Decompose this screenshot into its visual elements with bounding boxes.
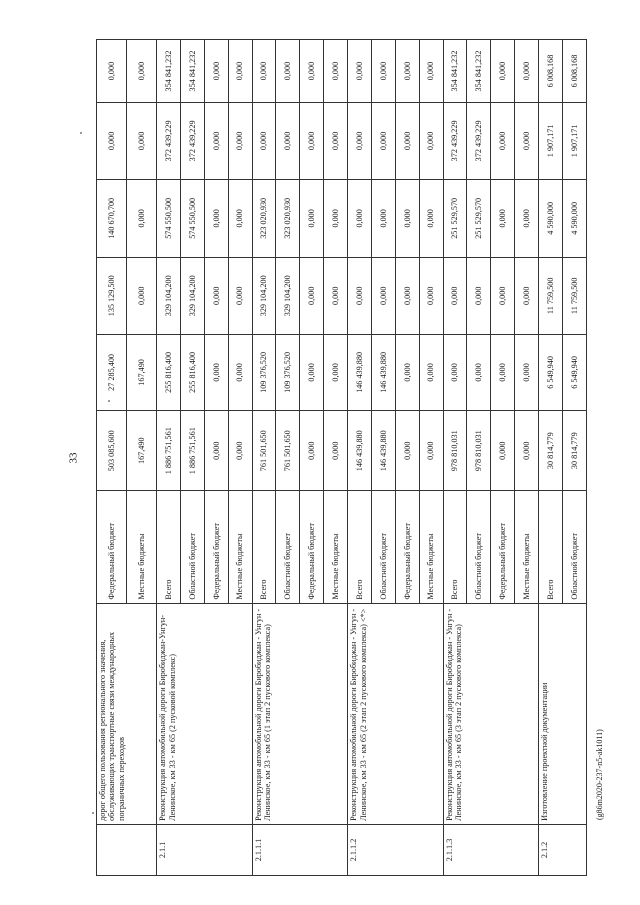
amount-cell: 503 085,600 (97, 411, 127, 491)
amount-cell: 0,000 (348, 103, 372, 180)
amount-cell: 354 841,232 (180, 40, 204, 103)
amount-cell: 0,000 (324, 103, 348, 180)
amount-cell: 574 550,500 (157, 179, 181, 257)
row-id: 2.1.1 (157, 824, 253, 875)
amount-cell: 30 814,779 (562, 411, 586, 491)
amount-cell: 251 529,570 (467, 179, 491, 257)
row-name: Реконструкция автомобильной дороги Биробиджан - Унгун - Ленинское, км 33 - км 65 (2 этап 2 пускового комплекса) <*> (348, 603, 444, 824)
amount-cell: 372 439,229 (157, 103, 181, 180)
amount-cell: 0,000 (252, 103, 276, 180)
row-id: 2.1.2 (539, 824, 587, 875)
funding-source: Областной бюджет (180, 491, 204, 603)
funding-source: Федеральный бюджет (97, 491, 127, 603)
table-row (97, 40, 127, 876)
amount-cell: 0,000 (491, 334, 515, 411)
amount-cell: 0,000 (204, 334, 228, 411)
amount-cell: 109 376,520 (276, 334, 300, 411)
amount-cell: 372 439,229 (467, 103, 491, 180)
amount-cell: 354 841,232 (443, 40, 467, 103)
amount-cell: 0,000 (300, 257, 324, 334)
amount-cell: 167,490 (127, 334, 157, 411)
funding-source: Местные бюджеты (127, 491, 157, 603)
amount-cell: 0,000 (204, 103, 228, 180)
amount-cell: 0,000 (348, 40, 372, 103)
amount-cell: 0,000 (419, 334, 443, 411)
amount-cell: 0,000 (276, 40, 300, 103)
funding-source: Всего (443, 491, 467, 603)
amount-cell: 0,000 (228, 40, 252, 103)
amount-cell: 11 759,500 (539, 257, 563, 334)
row-name: Реконструкция автомобильной дороги Биробиджан - Унгун - Ленинское, км 33 - км 65 (1 этап 2 пускового комплекса) (252, 603, 348, 824)
amount-cell: 0,000 (228, 179, 252, 257)
amount-cell: 1 907,171 (562, 103, 586, 180)
amount-cell: 0,000 (515, 103, 539, 180)
funding-source: Всего (252, 491, 276, 603)
amount-cell: 0,000 (127, 40, 157, 103)
table-row (443, 40, 467, 876)
amount-cell: 323 020,930 (252, 179, 276, 257)
funding-source: Местные бюджеты (228, 491, 252, 603)
row-id: 2.1.1.2 (348, 824, 444, 875)
amount-cell: 761 501,650 (252, 411, 276, 491)
row-name: Изготовление проектной документации (539, 603, 587, 824)
amount-cell: 109 376,520 (252, 334, 276, 411)
amount-cell: 0,000 (228, 411, 252, 491)
row-name: дорог общего пользования регионального значения, обслуживающих транспортные связи международных пограничных переходов (97, 603, 157, 824)
budget-table (96, 39, 587, 876)
funding-source: Федеральный бюджет (300, 491, 324, 603)
amount-cell: 978 810,031 (443, 411, 467, 491)
amount-cell: 329 104,200 (180, 257, 204, 334)
amount-cell: 0,000 (395, 411, 419, 491)
amount-cell: 0,000 (228, 334, 252, 411)
amount-cell: 4 590,000 (539, 179, 563, 257)
amount-cell: 0,000 (276, 103, 300, 180)
amount-cell: 255 816,400 (180, 334, 204, 411)
amount-cell: 255 816,400 (157, 334, 181, 411)
amount-cell: 0,000 (467, 257, 491, 334)
amount-cell: 0,000 (204, 257, 228, 334)
amount-cell: 0,000 (348, 257, 372, 334)
funding-source: Областной бюджет (467, 491, 491, 603)
amount-cell: 354 841,232 (467, 40, 491, 103)
amount-cell: 0,000 (419, 179, 443, 257)
amount-cell: 574 550,500 (180, 179, 204, 257)
amount-cell: 0,000 (395, 334, 419, 411)
amount-cell: 0,000 (324, 179, 348, 257)
funding-source: Местные бюджеты (324, 491, 348, 603)
amount-cell: 0,000 (204, 40, 228, 103)
amount-cell: 0,000 (491, 179, 515, 257)
funding-source: Всего (157, 491, 181, 603)
amount-cell: 0,000 (127, 179, 157, 257)
amount-cell: 0,000 (127, 257, 157, 334)
row-name: Реконструкция автомобильной дороги Биробиджан - Унгун - Ленинское, км 33 - км 65 (3 этап 2 пускового комплекса) (443, 603, 539, 824)
amount-cell: 0,000 (228, 103, 252, 180)
amount-cell: 0,000 (515, 334, 539, 411)
amount-cell: 27 285,400 (97, 334, 127, 411)
amount-cell: 0,000 (515, 179, 539, 257)
amount-cell: 761 501,650 (276, 411, 300, 491)
funding-source: Всего (539, 491, 563, 603)
rotated-table-container (96, 39, 587, 876)
amount-cell: 1 907,171 (539, 103, 563, 180)
amount-cell: 0,000 (252, 40, 276, 103)
amount-cell: 135 129,500 (97, 257, 127, 334)
table-row (348, 40, 372, 876)
row-name: Реконструкция автомобильной дороги Биробиджан-Унгун-Ленинское, км 33 - км 65 (2 пусковой комплекс) (157, 603, 253, 824)
row-id: 2.1.1.1 (252, 824, 348, 875)
amount-cell: 0,000 (419, 411, 443, 491)
amount-cell: 0,000 (204, 179, 228, 257)
funding-source: Федеральный бюджет (395, 491, 419, 603)
amount-cell: 0,000 (515, 40, 539, 103)
amount-cell: 0,000 (443, 334, 467, 411)
row-id: 2.1.1.3 (443, 824, 539, 875)
amount-cell: 0,000 (97, 40, 127, 103)
amount-cell: 0,000 (419, 257, 443, 334)
amount-cell: 0,000 (300, 334, 324, 411)
amount-cell: 0,000 (324, 40, 348, 103)
amount-cell: 354 841,232 (157, 40, 181, 103)
funding-source: Областной бюджет (562, 491, 586, 603)
table-body (97, 40, 587, 876)
amount-cell: 0,000 (348, 179, 372, 257)
amount-cell: 0,000 (300, 40, 324, 103)
amount-cell: 0,000 (395, 40, 419, 103)
amount-cell: 0,000 (491, 40, 515, 103)
amount-cell: 978 810,031 (467, 411, 491, 491)
amount-cell: 167,490 (127, 411, 157, 491)
amount-cell: 0,000 (300, 103, 324, 180)
amount-cell: 4 590,000 (562, 179, 586, 257)
amount-cell: 0,000 (324, 411, 348, 491)
amount-cell: 0,000 (371, 179, 395, 257)
funding-source: Областной бюджет (276, 491, 300, 603)
row-id (97, 824, 157, 875)
amount-cell: 0,000 (371, 257, 395, 334)
amount-cell: 140 670,700 (97, 179, 127, 257)
table-row (252, 40, 276, 876)
amount-cell: 0,000 (300, 411, 324, 491)
table-row (157, 40, 181, 876)
amount-cell: 0,000 (491, 103, 515, 180)
amount-cell: 0,000 (395, 179, 419, 257)
amount-cell: 329 104,200 (276, 257, 300, 334)
amount-cell: 0,000 (467, 334, 491, 411)
amount-cell: 251 529,570 (443, 179, 467, 257)
amount-cell: 146 439,880 (348, 334, 372, 411)
funding-source: Областной бюджет (371, 491, 395, 603)
amount-cell: 0,000 (419, 103, 443, 180)
amount-cell: 0,000 (228, 257, 252, 334)
amount-cell: 146 439,880 (371, 334, 395, 411)
page-number: 33 (67, 452, 80, 464)
amount-cell: 0,000 (515, 411, 539, 491)
amount-cell: 6 008,168 (562, 40, 586, 103)
amount-cell: 0,000 (419, 40, 443, 103)
amount-cell: 11 759,500 (562, 257, 586, 334)
funding-source: Федеральный бюджет (204, 491, 228, 603)
amount-cell: 0,000 (204, 411, 228, 491)
funding-source: Федеральный бюджет (491, 491, 515, 603)
amount-cell: 146 439,880 (371, 411, 395, 491)
amount-cell: 0,000 (300, 179, 324, 257)
amount-cell: 0,000 (97, 103, 127, 180)
amount-cell: 0,000 (395, 103, 419, 180)
amount-cell: 0,000 (443, 257, 467, 334)
amount-cell: 6 549,940 (539, 334, 563, 411)
funding-source: Местные бюджеты (515, 491, 539, 603)
amount-cell: 1 886 751,561 (157, 411, 181, 491)
amount-cell: 146 439,880 (348, 411, 372, 491)
amount-cell: 0,000 (491, 411, 515, 491)
amount-cell: 323 020,930 (276, 179, 300, 257)
amount-cell: 0,000 (395, 257, 419, 334)
funding-source: Всего (348, 491, 372, 603)
funding-source: Местные бюджеты (419, 491, 443, 603)
amount-cell: 372 439,229 (443, 103, 467, 180)
amount-cell: 0,000 (371, 40, 395, 103)
amount-cell: 0,000 (515, 257, 539, 334)
amount-cell: 0,000 (491, 257, 515, 334)
table-row (539, 40, 563, 876)
amount-cell: 0,000 (324, 257, 348, 334)
amount-cell: 329 104,200 (157, 257, 181, 334)
amount-cell: 329 104,200 (252, 257, 276, 334)
amount-cell: 0,000 (324, 334, 348, 411)
amount-cell: 0,000 (127, 103, 157, 180)
amount-cell: 30 814,779 (539, 411, 563, 491)
amount-cell: 0,000 (371, 103, 395, 180)
amount-cell: 6 008,168 (539, 40, 563, 103)
amount-cell: 6 549,940 (562, 334, 586, 411)
amount-cell: 1 886 751,561 (180, 411, 204, 491)
amount-cell: 372 439,229 (180, 103, 204, 180)
footer-code: (g86m2020-237-n5-ak1011) (595, 729, 604, 820)
